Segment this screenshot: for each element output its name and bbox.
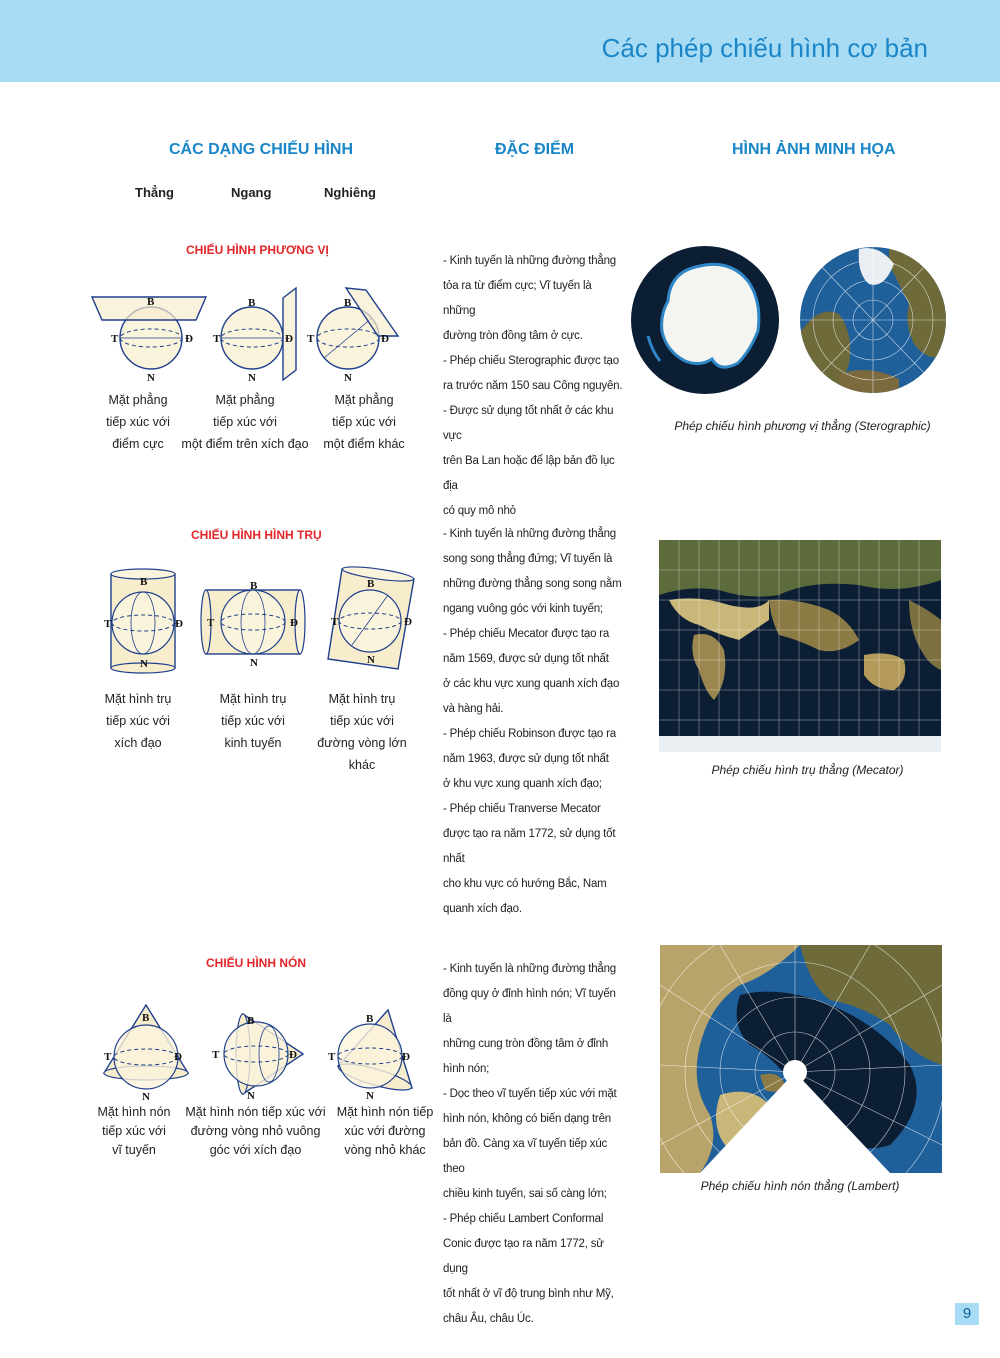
caption-conic-transverse: Mặt hình nón tiếp xúc với đường vòng nhỏ vuông góc với xích đạo [185, 1105, 326, 1157]
label-north: B [250, 580, 258, 592]
figure-caption-mercator: Phép chiếu hình trụ thẳng (Mecator) [711, 763, 904, 777]
subheading-straight: Thẳng [135, 185, 174, 200]
label-west: T [111, 333, 119, 345]
description-conic: - Kinh tuyến là những đường thẳng đồng quy ở đỉnh hình nón; Vĩ tuyến là những cung tròn đồng tâm ở đỉnh hình nón; - Dọc theo vĩ tuyến tiếp xúc với mặt hình nón, không có biến dạng trên bản đồ. Càng xa vĩ tuyến tiếp xúc theo chiều kinh tuyến, sai số càng lớn; - Phép chiếu Lambert Conformal Conic được tạo ra năm 1772, sử dụng tốt nhất ở vĩ độ trung bình như Mỹ, châu Âu, châu Úc. [443, 963, 617, 1325]
label-north: B [147, 296, 155, 308]
stereographic-south-pole-map [630, 241, 780, 399]
mercator-world-map [659, 540, 941, 752]
label-west: T [307, 333, 315, 345]
conic-tangent-parallel-diagram [100, 1003, 192, 1103]
column-heading-illustrations: HÌNH ẢNH MINH HỌA [732, 141, 896, 158]
caption-cylindrical-transverse: Mặt hình trụ tiếp xúc với kinh tuyến [219, 692, 287, 750]
label-west: T [328, 1051, 336, 1063]
label-west: T [212, 1049, 220, 1061]
section-title-cylindrical: CHIẾU HÌNH HÌNH TRỤ [191, 528, 322, 542]
figure-caption-lambert: Phép chiếu hình nón thẳng (Lambert) [700, 1179, 900, 1193]
label-north: B [142, 1012, 150, 1024]
label-west: T [213, 333, 221, 345]
lambert-conic-world-map [660, 945, 942, 1173]
conic-oblique-diagram [326, 1008, 422, 1102]
caption-azimuthal-equatorial: Mặt phẳng tiếp xúc với một điểm trên xích đạo [181, 393, 309, 451]
label-south: N [140, 658, 148, 670]
label-south: N [250, 657, 258, 669]
label-east: Đ [404, 616, 412, 628]
label-west: T [104, 618, 112, 630]
label-south: N [367, 654, 375, 666]
subheading-oblique: Nghiêng [324, 185, 376, 200]
label-south: N [366, 1090, 374, 1102]
label-west: T [207, 617, 215, 629]
label-south: N [147, 372, 155, 384]
label-north: B [247, 1015, 255, 1027]
caption-azimuthal-polar: Mặt phẳng tiếp xúc với điểm cực [106, 393, 170, 451]
azimuthal-oblique-diagram [306, 288, 406, 383]
page-title: Các phép chiếu hình cơ bản [601, 33, 928, 63]
page-number: 9 [955, 1303, 979, 1325]
cylindrical-oblique-diagram [322, 565, 422, 673]
label-east: Đ [381, 333, 389, 345]
label-east: Đ [185, 333, 193, 345]
description-azimuthal: - Kinh tuyến là những đường thẳng tỏa ra từ điểm cực; Vĩ tuyến là những đường tròn đồng tâm ở cực. - Phép chiếu Sterographic được tạo ra trước năm 150 sau Công nguyên. - Được sử dụng tốt nhất ở các khu vực trên Ba Lan hoặc để lập bản đồ lục địa có quy mô nhỏ [443, 255, 623, 517]
label-west: T [104, 1051, 112, 1063]
label-east: Đ [175, 618, 183, 630]
label-east: Đ [289, 1049, 297, 1061]
figure-caption-stereographic: Phép chiếu hình phương vị thẳng (Sterographic) [674, 419, 931, 433]
label-south: N [248, 372, 256, 384]
label-north: B [367, 578, 375, 590]
conic-transverse-diagram [211, 1010, 307, 1102]
label-east: Đ [402, 1051, 410, 1063]
cylindrical-transverse-diagram [198, 578, 308, 668]
label-north: B [344, 297, 352, 309]
section-title-azimuthal: CHIẾU HÌNH PHƯƠNG VỊ [186, 243, 329, 257]
cylindrical-equatorial-diagram [103, 568, 183, 676]
label-north: B [140, 576, 148, 588]
header-banner [0, 0, 1000, 82]
azimuthal-polar-diagram [88, 292, 208, 387]
label-north: B [366, 1013, 374, 1025]
azimuthal-equatorial-diagram [212, 288, 302, 383]
section-title-conic: CHIẾU HÌNH NÓN [206, 956, 307, 970]
caption-conic-parallel: Mặt hình nón tiếp xúc với vĩ tuyến [97, 1105, 171, 1157]
caption-cylindrical-equatorial: Mặt hình trụ tiếp xúc với xích đạo [104, 692, 172, 750]
label-south: N [142, 1091, 150, 1103]
stereographic-north-pole-map [799, 244, 947, 396]
caption-cylindrical-oblique: Mặt hình trụ tiếp xúc với đường vòng lớn khác [317, 692, 407, 772]
label-east: Đ [285, 333, 293, 345]
label-south: N [344, 372, 352, 384]
column-heading-features: ĐẶC ĐIỂM [495, 141, 575, 158]
caption-azimuthal-oblique: Mặt phẳng tiếp xúc với một điểm khác [323, 393, 405, 451]
label-north: B [248, 297, 256, 309]
description-cylindrical: - Kinh tuyến là những đường thẳng song song thẳng đứng; Vĩ tuyến là những đường thẳng song song nằm ngang vuông góc với kinh tuyến; - Phép chiếu Mecator được tạo ra năm 1569, được sử dụng tốt nhất ở các khu vực xung quanh xích đạo và hàng hải. - Phép chiếu Robinson được tạo ra năm 1963, được sử dụng tốt nhất ở khu vực xung quanh xích đạo; - Phép chiếu Tranverse Mecator được tạo ra năm 1772, sử dụng tốt nhất cho khu vực có hướng Bắc, Nam quanh xích đạo. [443, 528, 622, 915]
caption-conic-oblique: Mặt hình nón tiếp xúc với đường vòng nhỏ khác [336, 1105, 434, 1157]
label-east: Đ [174, 1051, 182, 1063]
label-west: T [331, 616, 339, 628]
subheading-horizontal: Ngang [231, 185, 272, 200]
column-heading-types: CÁC DẠNG CHIẾU HÌNH [169, 141, 353, 158]
label-east: Đ [290, 617, 298, 629]
label-south: N [247, 1090, 255, 1102]
